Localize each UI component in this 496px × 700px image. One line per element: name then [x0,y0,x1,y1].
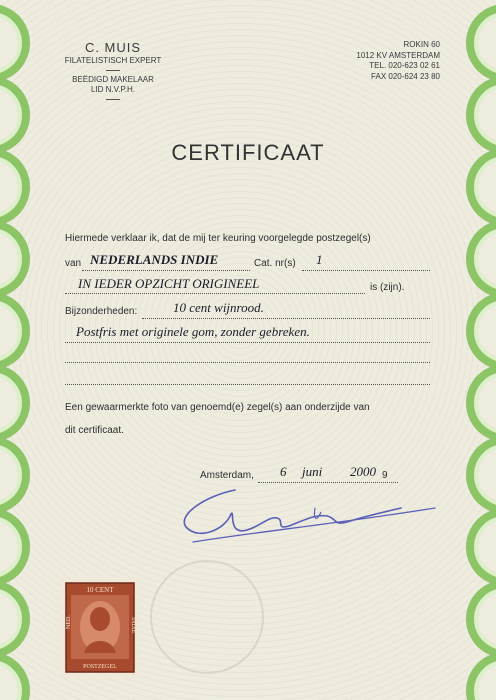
condition-line [65,293,365,294]
details-value-2: Postfris met originele gom, zonder gebreken. [76,324,310,339]
address-city: 1012 KV AMSTERDAM [356,50,440,60]
border-scallop [466,580,496,658]
intro-text: Hiermede verklaar ik, dat de mij ter keuring voorgelegde postzegel(s) [65,233,371,244]
date-year-suffix: 9 [382,470,388,481]
border-scallop [0,220,30,298]
border-scallop [466,292,496,370]
address-phone: TEL. 020-623 02 61 [369,61,440,70]
postage-stamp-photo [60,577,140,678]
cat-number: 1 [316,252,323,267]
border-scallop [466,652,496,700]
right-decorative-border [456,0,496,700]
details-line-2 [65,342,430,343]
address-street: ROKIN 60 [403,40,440,49]
stamp-right-text: INDIE [130,617,136,634]
certificate-title: CERTIFICAAT [171,140,325,165]
issuer-block [48,40,178,104]
is-label: is (zijn). [370,282,405,293]
address-block [330,40,440,82]
issuer-membership: LID N.V.P.H. [90,85,136,94]
border-scallop [0,580,30,658]
photo-note-line-1: Een gewaarmerkte foto van genoemd(e) zegel(s) aan onderzijde van [65,402,370,413]
issuer-divider-2 [106,99,120,100]
issuer-title: FILATELISTISCH EXPERT [64,56,162,65]
signature [165,478,465,558]
date-year: 2000 [350,464,376,479]
border-scallop [466,4,496,82]
border-scallop [0,436,30,514]
border-scallop [0,292,30,370]
stamp-bottom-text: POSTZEGEL [83,664,117,670]
border-scallop [0,508,30,586]
details-line-3 [65,362,430,363]
border-scallop [0,364,30,442]
photo-note-line-2: dit certificaat. [65,425,124,436]
border-scallop [0,652,30,700]
border-scallop [466,364,496,442]
condition-value: IN IEDER OPZICHT ORIGINEEL [78,276,260,291]
date-day: 6 [280,464,287,479]
border-scallop [0,4,30,82]
issuer-divider [106,70,120,71]
embossed-seal [150,560,264,674]
left-decorative-border [0,0,40,700]
place-label: Amsterdam, [200,470,254,481]
details-line-4 [65,384,430,385]
stamp-value-text: 10 CENT [86,586,114,594]
issuer-name: C. MUIS [84,40,142,55]
details-label: Bijzonderheden: [65,306,138,317]
border-scallop [466,220,496,298]
country-value: NEDERLANDS INDIE [90,252,219,267]
border-scallop [466,436,496,514]
border-scallop [466,508,496,586]
country-line [82,270,250,271]
van-label: van [65,258,82,269]
cat-label: Cat. nr(s) [254,258,296,269]
cat-line [302,270,430,271]
details-line-1 [142,318,430,319]
date-month: juni [302,464,323,479]
stamp-left-text: NED. [66,615,72,629]
details-value-1: 10 cent wijnrood. [173,300,264,315]
issuer-role: BEËDIGD MAKELAAR [72,74,154,84]
address-fax: FAX 020-624 23 80 [371,71,440,81]
